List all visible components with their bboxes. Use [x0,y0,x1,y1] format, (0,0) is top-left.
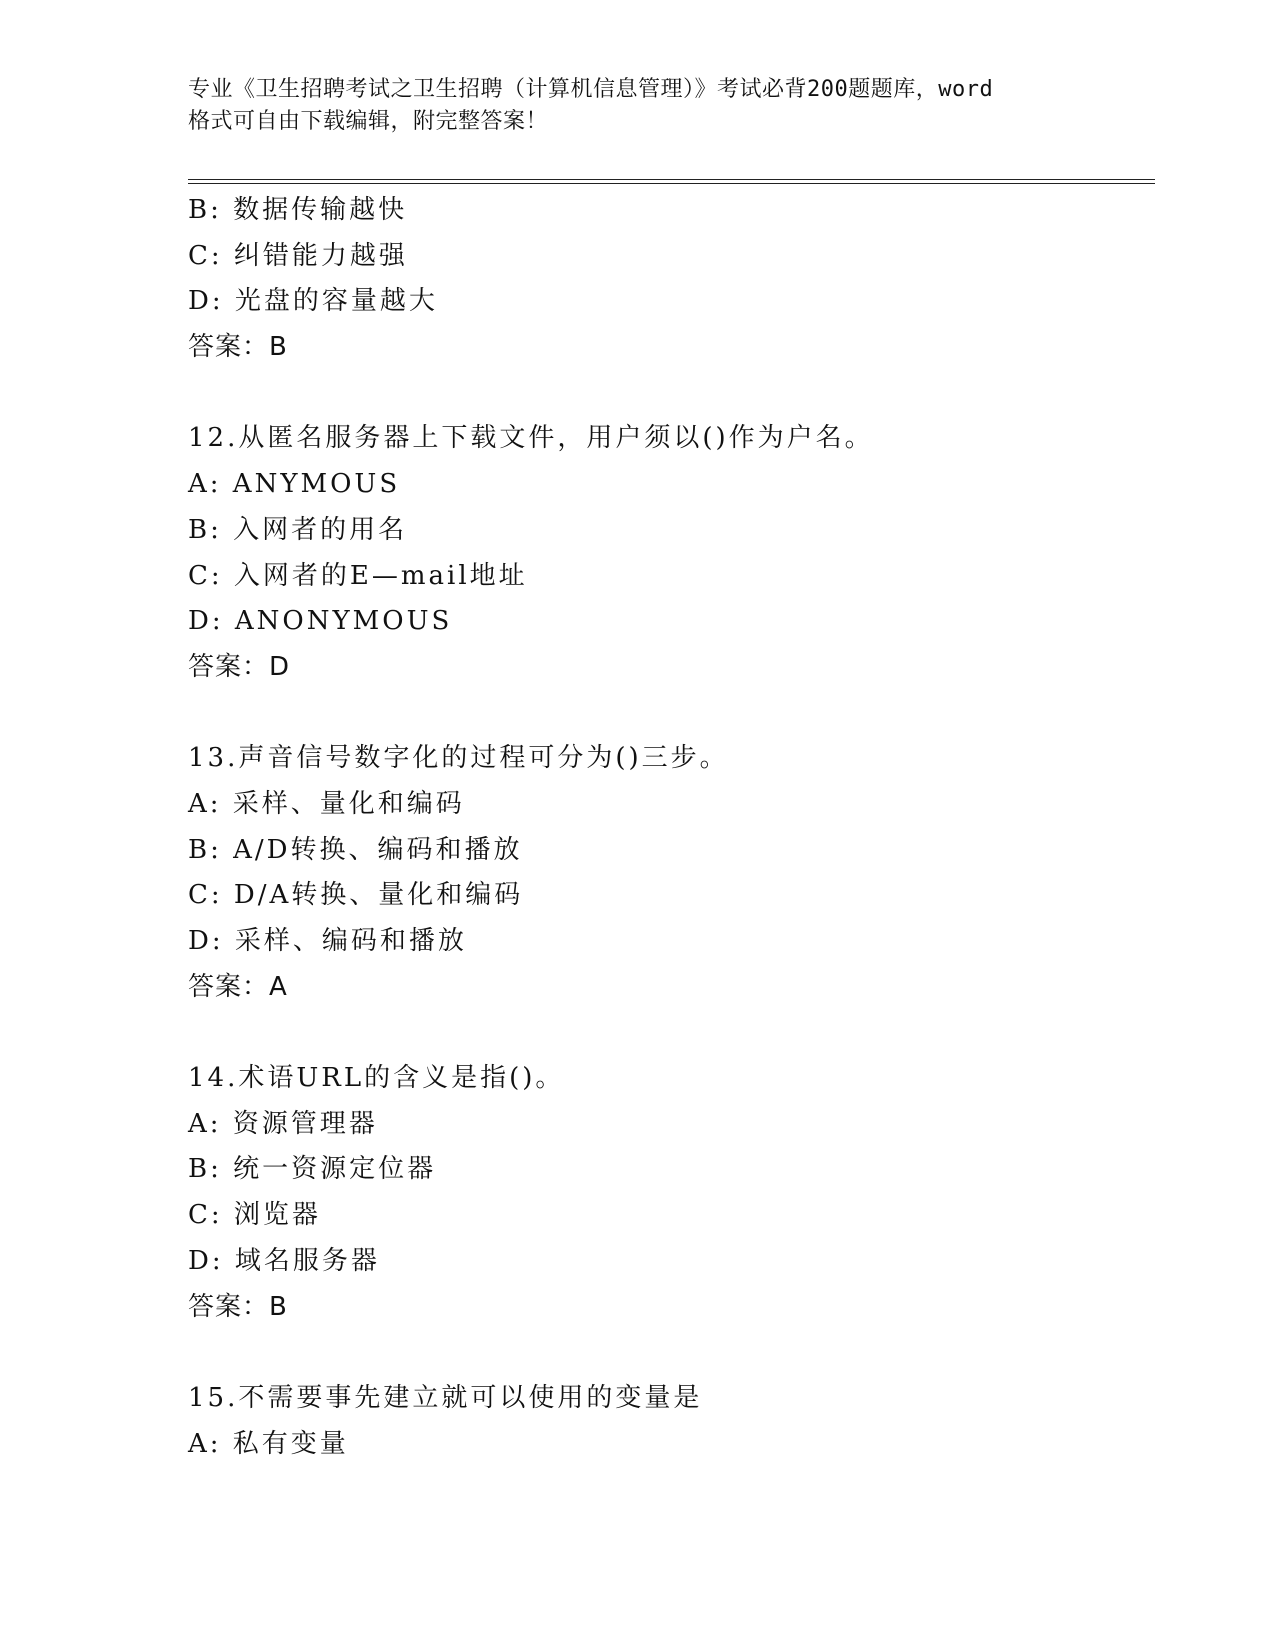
option-a: A: 资源管理器 [188,1108,378,1139]
question-12 [188,416,1155,690]
question-15 [188,1376,1155,1467]
spacer [188,1330,1155,1376]
option-c: C: 纠错能力越强 [188,240,408,271]
answer: 答案：B [188,332,288,363]
header-divider-bottom [188,183,1155,184]
header-line-2: 格式可自由下载编辑，附完整答案！ [188,109,549,134]
option-b: B: 数据传输越快 [188,195,408,225]
option-a: A: ANYMOUS [188,469,401,500]
option-d: D: 采样、编码和播放 [188,926,467,956]
question-11 [188,188,1155,371]
option-c: C: 入网者的E—mail地址 [188,560,528,591]
spacer [188,1010,1155,1056]
option-b: B: 入网者的用名 [188,514,408,545]
question-14 [188,1056,1155,1330]
question-13 [188,736,1155,1010]
header-line-1: 专业《卫生招聘考试之卫生招聘（计算机信息管理）》考试必背200题题库，word [188,77,994,102]
header-divider-top [188,179,1155,180]
answer: 答案：B [188,1291,288,1322]
option-b: B: 统一资源定位器 [188,1154,437,1185]
question-text: 13.声音信号数字化的过程可分为()三步。 [188,743,729,774]
spacer [188,371,1155,417]
option-c: C: 浏览器 [188,1200,321,1231]
document-header [188,74,1088,138]
option-d: D: 光盘的容量越大 [188,286,438,317]
question-list [188,188,1155,1467]
option-d: D: ANONYMOUS [188,606,453,637]
spacer [188,691,1155,737]
option-a: A: 私有变量 [188,1428,349,1459]
option-a: A: 采样、量化和编码 [188,788,465,819]
answer: 答案：D [188,651,291,682]
question-text: 12.从匿名服务器上下载文件，用户须以()作为户名。 [188,423,874,454]
option-d: D: 域名服务器 [188,1245,380,1276]
option-c: C: D/A转换、量化和编码 [188,880,524,911]
question-text: 15.不需要事先建立就可以使用的变量是 [188,1382,703,1413]
option-b: B: A/D转换、编码和播放 [188,834,523,865]
answer: 答案：A [188,971,288,1002]
question-text: 14.术语URL的含义是指()。 [188,1063,565,1094]
